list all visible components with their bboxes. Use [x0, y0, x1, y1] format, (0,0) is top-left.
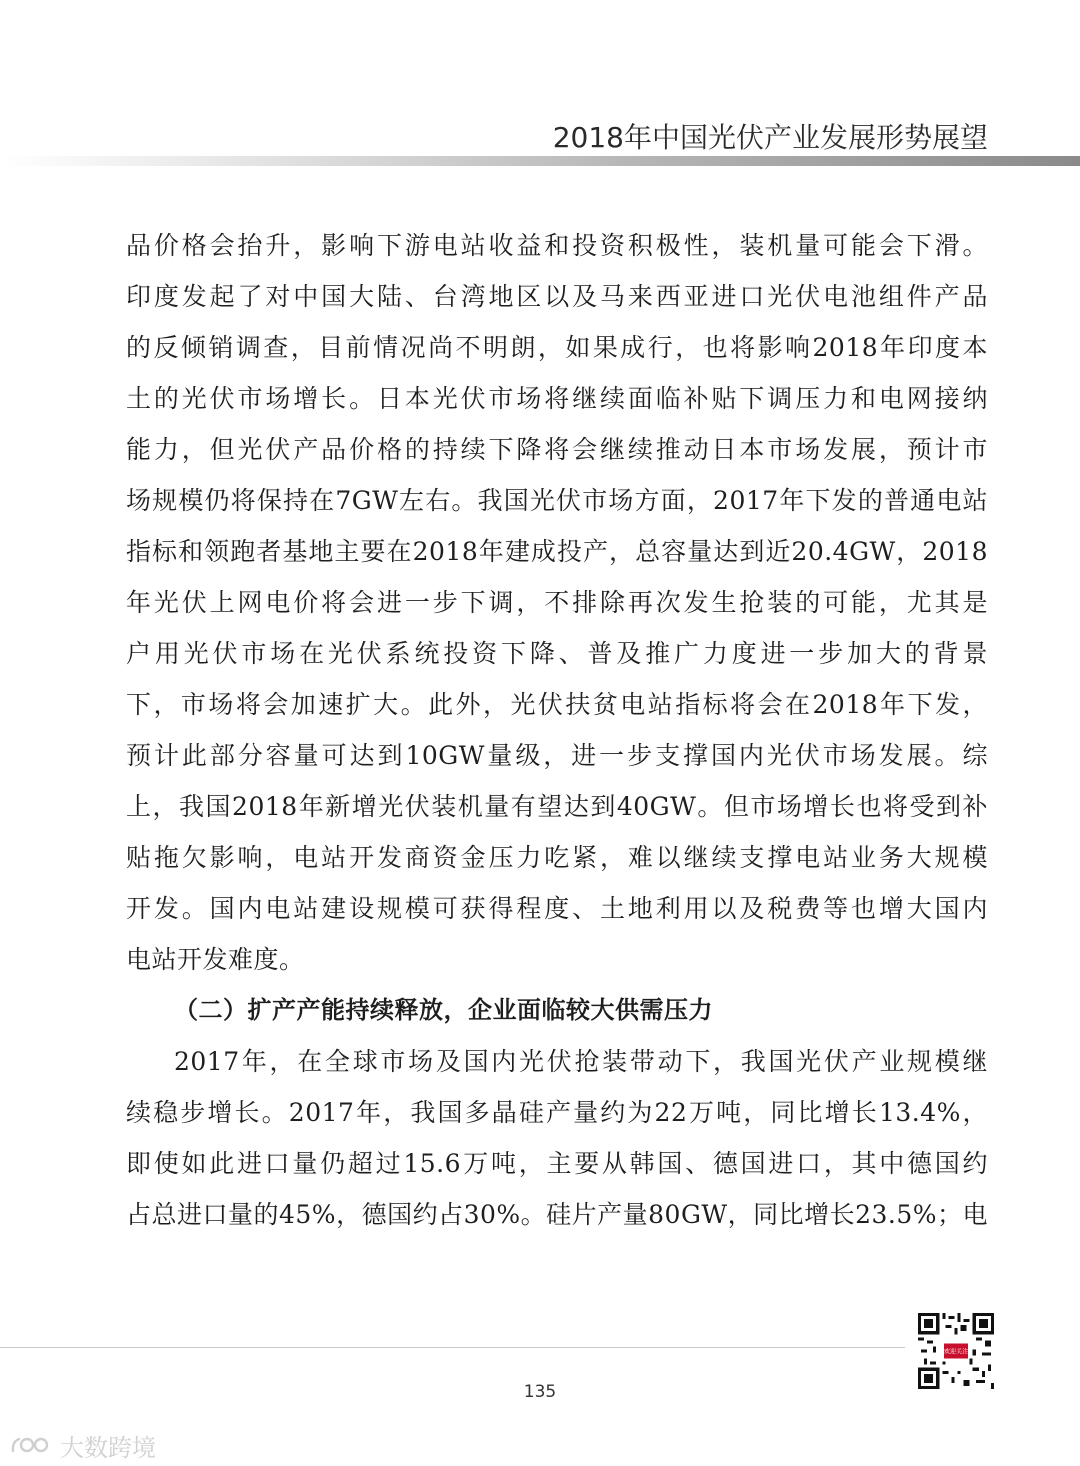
paragraph-line: 品价格会抬升，影响下游电站收益和投资积极性，装机量可能会下滑。 — [126, 231, 988, 260]
header-divider — [0, 156, 1080, 166]
paragraph-line: 场规模仍将保持在7GW左右。我国光伏市场方面，2017年下发的普通电站 — [126, 486, 988, 515]
running-header-title: 2018年中国光伏产业发展形势展望 — [552, 121, 988, 154]
paragraph-line: 年光伏上网电价将会进一步下调，不排除再次发生抢装的可能，尤其是 — [126, 588, 988, 617]
section-heading: （二）扩产产能持续释放，企业面临较大供需压力 — [174, 996, 713, 1024]
paragraph-line: 土的光伏市场增长。日本光伏市场将继续面临补贴下调压力和电网接纳 — [126, 384, 988, 413]
body-text — [126, 220, 988, 1240]
paragraph-line: 户用光伏市场在光伏系统投资下降、普及推广力度进一步加大的背景 — [126, 639, 988, 668]
paragraph-line: 指标和领跑者基地主要在2018年建成投产，总容量达到近20.4GW，2018 — [126, 537, 988, 566]
paragraph-line: 上，我国2018年新增光伏装机量有望达到40GW。但市场增长也将受到补 — [126, 792, 988, 821]
paragraph-line: 2017年，在全球市场及国内光伏抢装带动下，我国光伏产业规模继 — [174, 1047, 988, 1076]
watermark-text: 大数跨境 — [60, 1434, 156, 1462]
page-number: 135 — [523, 1382, 557, 1402]
qr-center-label: 欢迎关注 — [943, 1348, 969, 1356]
paragraph-line: 下，市场将会加速扩大。此外，光伏扶贫电站指标将会在2018年下发， — [126, 690, 988, 719]
paragraph-line: 续稳步增长。2017年，我国多晶硅产量约为22万吨，同比增长13.4%， — [126, 1098, 988, 1127]
paragraph-line: 即使如此进口量仍超过15.6万吨，主要从韩国、德国进口，其中德国约 — [126, 1149, 988, 1178]
watermark-logo-icon — [10, 1433, 56, 1459]
paragraph-line: 占总进口量的45%，德国约占30%。硅片产量80GW，同比增长23.5%；电 — [126, 1200, 989, 1229]
paragraph-line: 贴拖欠影响，电站开发商资金压力吃紧，难以继续支撑电站业务大规模 — [126, 843, 988, 872]
qr-code-icon — [918, 1313, 994, 1389]
watermark — [10, 1428, 156, 1463]
paragraph-line: 能力，但光伏产品价格的持续下降将会继续推动日本市场发展，预计市 — [126, 435, 988, 464]
paragraph-line: 的反倾销调查，目前情况尚不明朗，如果成行，也将影响2018年印度本 — [126, 333, 988, 362]
paragraph-line: 开发。国内电站建设规模可获得程度、土地利用以及税费等也增大国内 — [126, 894, 988, 923]
paragraph-line: 预计此部分容量可达到10GW量级，进一步支撑国内光伏市场发展。综 — [126, 741, 988, 770]
paragraph-line: 电站开发难度。 — [126, 945, 305, 974]
paragraph-line: 印度发起了对中国大陆、台湾地区以及马来西亚进口光伏电池组件产品 — [126, 282, 988, 311]
footer-divider — [0, 1347, 905, 1348]
